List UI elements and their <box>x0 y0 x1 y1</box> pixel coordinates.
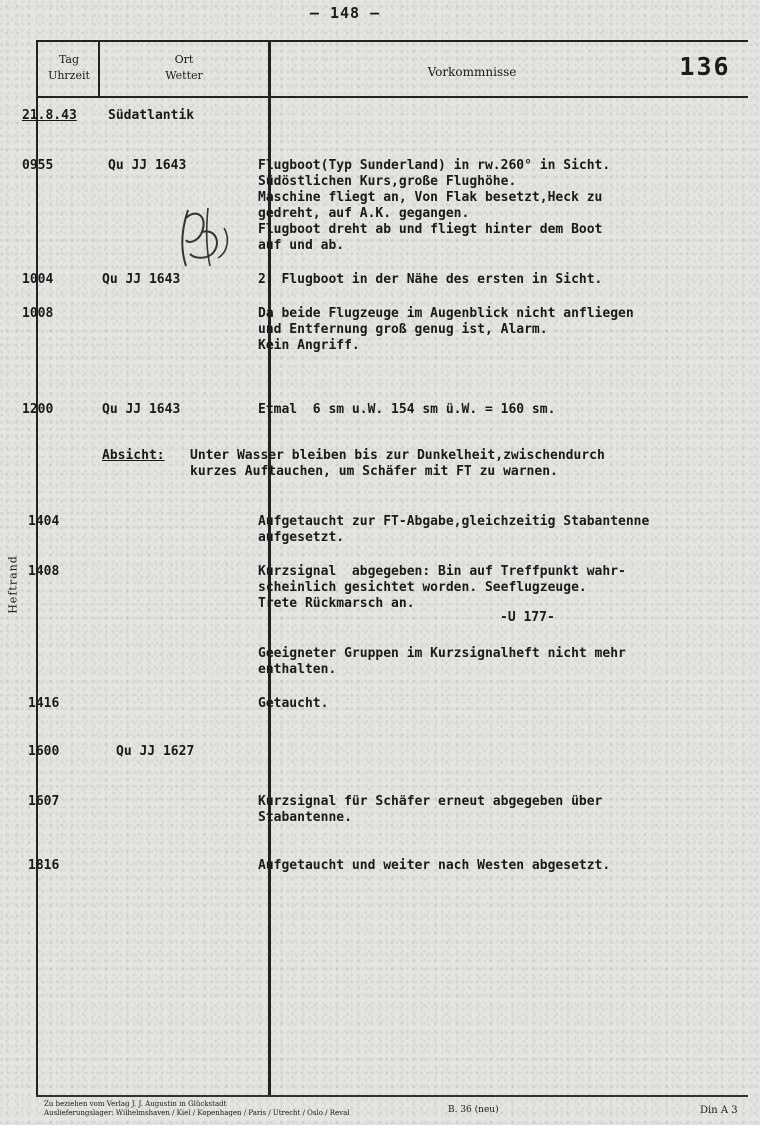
entry-5-line-2: aufgesetzt. <box>258 530 345 545</box>
entry-1-time: 0955 <box>22 158 54 173</box>
entry-5-line-1: Aufgetaucht zur FT-Abgabe,gleichzeitig Stabantenne <box>258 514 650 529</box>
entry-1-line-3: Maschine fliegt an, Von Flak besetzt,Heck zu <box>258 190 603 205</box>
footer-publisher-line-2: Auslieferungslager: Wilhelmshaven / Kiel / Kopenhagen / Paris / Utrecht / Oslo / Reval <box>44 1109 350 1117</box>
entry-3-line-3: Kein Angriff. <box>258 338 360 353</box>
entry-area-heading: Südatlantik <box>108 108 195 123</box>
entry-3-time: 1008 <box>22 306 54 321</box>
entry-1-line-1: Flugboot(Typ Sunderland) in rw.260° in Sicht. <box>258 158 611 173</box>
header-divider <box>36 96 748 98</box>
entry-7-line-1: Getaucht. <box>258 696 329 711</box>
footer-publisher <box>44 1100 424 1118</box>
entry-6-line-1: Kurzsignal abgegeben: Bin auf Treffpunkt wahr- <box>258 564 626 579</box>
entry-6-line-5: Geeigneter Gruppen im Kurzsignalheft nicht mehr <box>258 646 626 661</box>
entry-2-time: 1004 <box>22 272 54 287</box>
header-ort: Ort <box>174 53 194 66</box>
entry-1-place: Qu JJ 1643 <box>108 158 187 173</box>
frame-top-border <box>36 40 748 42</box>
footer-form-number: B. 36 (neu) <box>448 1105 499 1115</box>
page-number: 136 <box>679 52 731 81</box>
entry-3-line-2: und Entfernung groß genug ist, Alarm. <box>258 322 548 337</box>
entry-4-place: Qu JJ 1643 <box>102 402 181 417</box>
entry-2-line-1: 2. Flugboot in der Nähe des ersten in Sicht. <box>258 272 603 287</box>
entry-1-line-6: auf und ab. <box>258 238 345 253</box>
entry-9-time: 1607 <box>28 794 60 809</box>
header-date-column <box>40 52 98 84</box>
top-page-number: – 148 – <box>309 4 381 22</box>
header-events-column: Vorkommnisse <box>427 65 517 79</box>
entry-4-time: 1200 <box>22 402 54 417</box>
entry-9-line-1: Kurzsignal für Schäfer erneut abgegeben über <box>258 794 603 809</box>
entry-4-line-1: Etmal 6 sm u.W. 154 sm ü.W. = 160 sm. <box>258 402 556 417</box>
header-wetter: Wetter <box>165 69 203 82</box>
binding-margin-label: Heftrand <box>6 555 20 614</box>
absicht-line-2: kurzes Auftauchen, um Schäfer mit FT zu warnen. <box>190 464 558 479</box>
entry-date-heading: 21.8.43 <box>22 108 77 123</box>
entry-2-place: Qu JJ 1643 <box>102 272 181 287</box>
entry-6-line-3: Trete Rückmarsch an. <box>258 596 415 611</box>
header-uhrzeit: Uhrzeit <box>48 69 90 82</box>
entry-6-time: 1408 <box>28 564 60 579</box>
footer-publisher-line-1: Zu beziehen vom Verlag J. J. Augustin in Glückstadt <box>44 1100 227 1108</box>
entry-9-line-2: Stabantenne. <box>258 810 352 825</box>
entry-6-line-6: enthalten. <box>258 662 337 677</box>
header-place-column <box>100 52 268 84</box>
footer-paper-size: Din A 3 <box>700 1105 738 1116</box>
entry-1-line-5: Flugboot dreht ab und fliegt hinter dem Boot <box>258 222 603 237</box>
binding-margin <box>3 540 23 630</box>
entry-3-line-1: Da beide Flugzeuge im Augenblick nicht anfliegen <box>258 306 634 321</box>
entry-5-time: 1404 <box>28 514 60 529</box>
frame-bottom-border <box>36 1095 748 1097</box>
entry-8-time: 1600 <box>28 744 60 759</box>
entry-10-line-1: Aufgetaucht und weiter nach Westen abgesetzt. <box>258 858 611 873</box>
entry-7-time: 1416 <box>28 696 60 711</box>
entry-8-place: Qu JJ 1627 <box>116 744 195 759</box>
entry-1-line-4: gedreht, auf A.K. gegangen. <box>258 206 470 221</box>
absicht-label: Absicht: <box>102 448 165 463</box>
handwritten-initials <box>172 188 242 368</box>
entry-1-line-2: Südöstlichen Kurs,große Flughöhe. <box>258 174 517 189</box>
header-tag: Tag <box>58 53 80 66</box>
absicht-line-1: Unter Wasser bleiben bis zur Dunkelheit,zwischendurch <box>190 448 605 463</box>
entry-6-line-2: scheinlich gesichtet worden. Seeflugzeuge. <box>258 580 587 595</box>
entry-10-time: 1816 <box>28 858 60 873</box>
entry-6-line-4: -U 177- <box>500 610 555 625</box>
